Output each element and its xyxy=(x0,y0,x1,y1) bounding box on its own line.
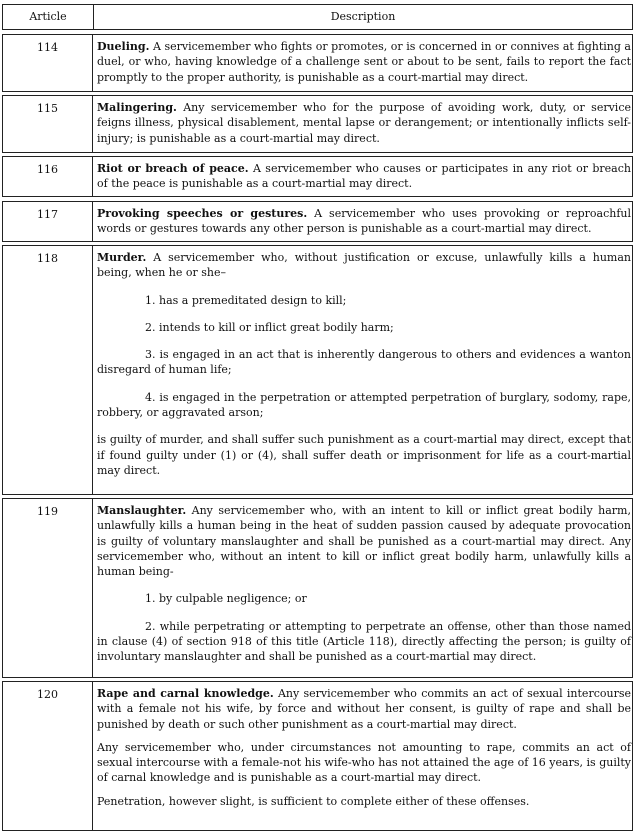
list-item: 2. intends to kill or inflict great bodily harm; xyxy=(145,320,394,334)
article-number: 119 xyxy=(3,499,93,677)
article-title: Riot or breach of peace. xyxy=(97,162,249,175)
article-description xyxy=(97,686,631,809)
article-row-116 xyxy=(2,156,633,197)
article-text: A servicemember who fights or promotes, or is concerned in or connives at fighting a duel, or who, having knowledge of a challenge sent or about to be sent, fails to report the fact promptly to the proper authority, is punishable as a court-martial may direct. xyxy=(97,40,631,84)
list-item: 4. is engaged in the perpetration or attempted perpetration of burglary, sodomy, rape, robbery, or aggravated arson; xyxy=(97,390,631,420)
article-description xyxy=(97,39,631,85)
article-description xyxy=(97,100,631,146)
article-title: Malingering. xyxy=(97,101,177,114)
article-description xyxy=(97,250,631,478)
article-row-117 xyxy=(2,201,633,242)
article-row-114 xyxy=(2,34,633,92)
list-item: 3. is engaged in an act that is inherently dangerous to others and evidences a wanton disregard of human life; xyxy=(97,348,631,377)
article-row-120 xyxy=(2,681,633,831)
header-description: Description xyxy=(330,10,396,23)
article-title: Dueling. xyxy=(97,40,150,53)
list-item: 2. while perpetrating or attempting to perpetrate an offense, other than those named in clause (4) of section 918 of this title (Article 118), directly affecting the person; is guilty of involuntary manslaughter and shall be punished as a court-martial may direct. xyxy=(97,619,631,664)
article-row-115 xyxy=(2,95,633,153)
article-number: 116 xyxy=(3,157,93,196)
article-description xyxy=(97,503,631,665)
article-closing: is guilty of murder, and shall suffer such punishment as a court-martial may direct, except that if found guilty under (1) or (4), shall suffer death or imprisonment for life as a court-martial may direct. xyxy=(97,433,631,477)
article-paragraph: Any servicemember who, under circumstances not amounting to rape, commits an act of sexual intercourse with a female-not his wife-who has not attained the age of 16 years, is guilty of carnal knowledge and is punishable as a court-martial may direct. xyxy=(97,740,631,785)
article-number: 114 xyxy=(3,35,93,91)
article-row-119 xyxy=(2,498,633,678)
article-title: Murder. xyxy=(97,251,147,264)
article-description xyxy=(97,161,631,192)
article-description xyxy=(97,206,631,237)
article-number: 115 xyxy=(3,96,93,152)
article-text: A servicemember who uses provoking or reproachful words or gestures towards any other person is punishable as a court-martial may direct. xyxy=(97,207,631,236)
article-text: A servicemember who, without justification or excuse, unlawfully kills a human being, when he or she– xyxy=(97,251,632,280)
article-title: Manslaughter. xyxy=(97,504,187,517)
article-number: 120 xyxy=(3,682,93,830)
article-text: Any servicemember who commits an act of sexual intercourse with a female not his wife, by force and without her consent, is guilty of rape and shall be punished by death or such other punishment as a court-martial may direct. xyxy=(97,687,631,731)
article-text: A servicemember who causes or participates in any riot or breach of the peace is punishable as a court-martial may direct. xyxy=(97,162,631,191)
article-row-118 xyxy=(2,245,633,495)
article-title: Provoking speeches or gestures. xyxy=(97,207,308,220)
article-text: Any servicemember who for the purpose of avoiding work, duty, or service feigns illness, physical disablement, mental lapse or derangement; or intentionally inflicts self-injury; is punishable as a court-martial may direct. xyxy=(97,101,631,145)
article-title: Rape and carnal knowledge. xyxy=(97,687,274,700)
header-article: Article xyxy=(3,5,94,29)
article-text: Any servicemember who, with an intent to kill or inflict great bodily harm, unlawfully kills a human being in the heat of sudden passion caused by adequate provocation is guilty of voluntary manslaughter and shall be punished as a court-martial may direct. Any servicemember who, without an intent to kill or inflict great bodily harm, unlawfully kills a human being- xyxy=(97,504,631,579)
article-number: 118 xyxy=(3,246,93,494)
table-header xyxy=(2,4,633,30)
article-paragraph: Penetration, however slight, is sufficient to complete either of these offenses. xyxy=(97,794,530,808)
list-item: 1. has a premeditated design to kill; xyxy=(145,293,347,307)
list-item: 1. by culpable negligence; or xyxy=(145,592,307,606)
article-number: 117 xyxy=(3,202,93,241)
